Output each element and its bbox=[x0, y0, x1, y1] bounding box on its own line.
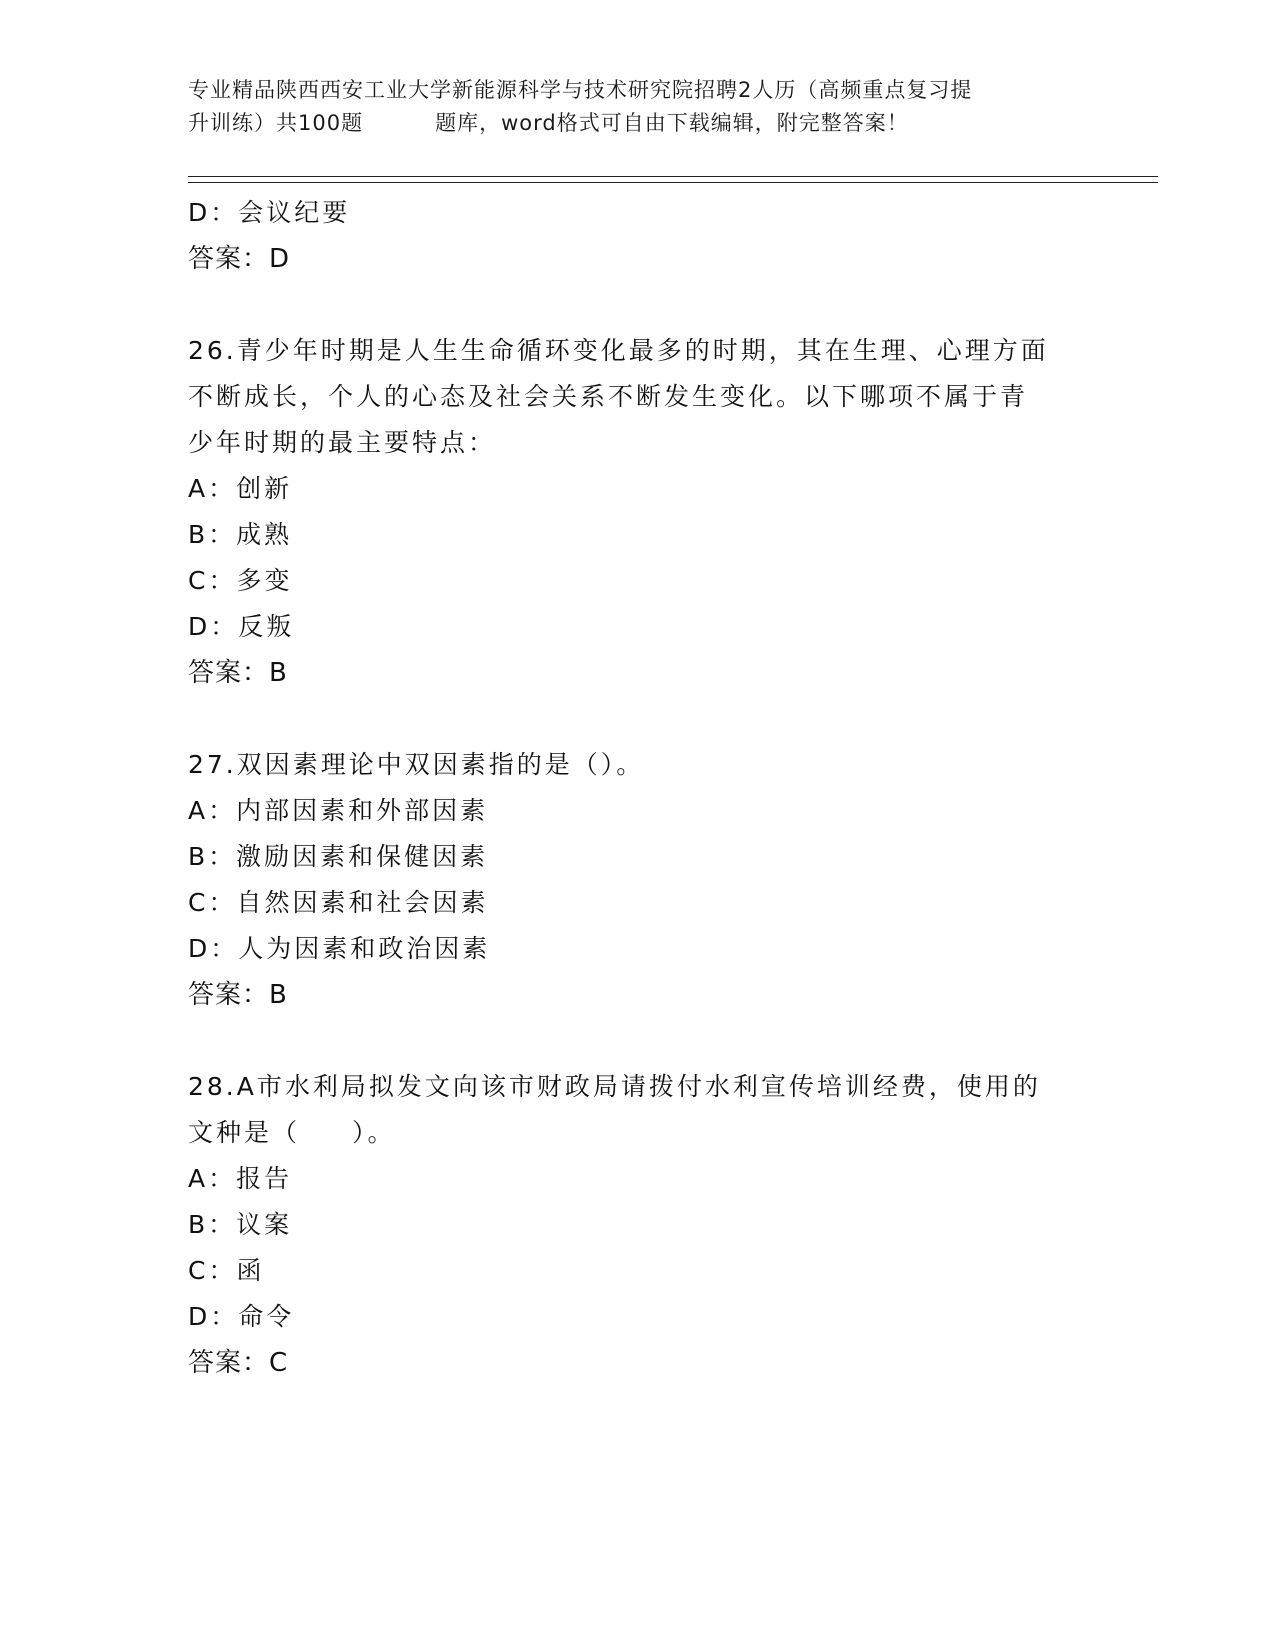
option-b: B：成熟 bbox=[188, 520, 293, 549]
option-d: D：命令 bbox=[188, 1302, 295, 1331]
header-line-2 bbox=[188, 107, 1088, 140]
question-28 bbox=[188, 1064, 1088, 1386]
header-rule-top bbox=[188, 176, 1158, 177]
answer: 答案：B bbox=[188, 658, 288, 688]
question-27 bbox=[188, 742, 1088, 1018]
question-stem-line: 不断成长，个人的心态及社会关系不断发生变化。以下哪项不属于青 bbox=[188, 382, 1029, 411]
option-a: A：内部因素和外部因素 bbox=[188, 796, 489, 825]
option-c: C：自然因素和社会因素 bbox=[188, 888, 489, 917]
header-line-2-part-a: 升训练）共100题 bbox=[188, 111, 364, 135]
answer: 答案：B bbox=[188, 980, 288, 1010]
stem-tail-a: 文种是（ bbox=[188, 1118, 301, 1147]
prev-answer: 答案：D bbox=[188, 244, 291, 274]
prev-option-d: D：会议纪要 bbox=[188, 198, 351, 227]
option-d: D：反叛 bbox=[188, 612, 295, 641]
question-26 bbox=[188, 328, 1088, 696]
question-content bbox=[188, 190, 1088, 1386]
question-stem-line: 28.A市水利局拟发文向该市财政局请拨付水利宣传培训经费，使用的 bbox=[188, 1072, 1041, 1101]
option-b: B：议案 bbox=[188, 1210, 293, 1239]
header-line-1: 专业精品陕西西安工业大学新能源科学与技术研究院招聘2人历（高频重点复习提 bbox=[188, 78, 973, 102]
option-a: A：创新 bbox=[188, 474, 293, 503]
answer: 答案：C bbox=[188, 1348, 289, 1378]
question-stem-line: 26.青少年时期是人生生命循环变化最多的时期，其在生理、心理方面 bbox=[188, 336, 1049, 365]
question-stem-line: 27.双因素理论中双因素指的是（）。 bbox=[188, 750, 645, 779]
header-rule-bottom bbox=[188, 182, 1158, 183]
option-a: A：报告 bbox=[188, 1164, 293, 1193]
stem-tail-b: ）。 bbox=[352, 1118, 396, 1147]
option-b: B：激励因素和保健因素 bbox=[188, 842, 489, 871]
option-c: C：函 bbox=[188, 1256, 265, 1285]
question-stem-line: 少年时期的最主要特点： bbox=[188, 428, 497, 457]
page-header bbox=[188, 74, 1088, 140]
option-d: D：人为因素和政治因素 bbox=[188, 934, 491, 963]
header-line-2-part-b: 题库，word格式可自由下载编辑，附完整答案！ bbox=[435, 111, 909, 135]
option-c: C：多变 bbox=[188, 566, 293, 595]
question-stem-line bbox=[188, 1110, 1088, 1156]
